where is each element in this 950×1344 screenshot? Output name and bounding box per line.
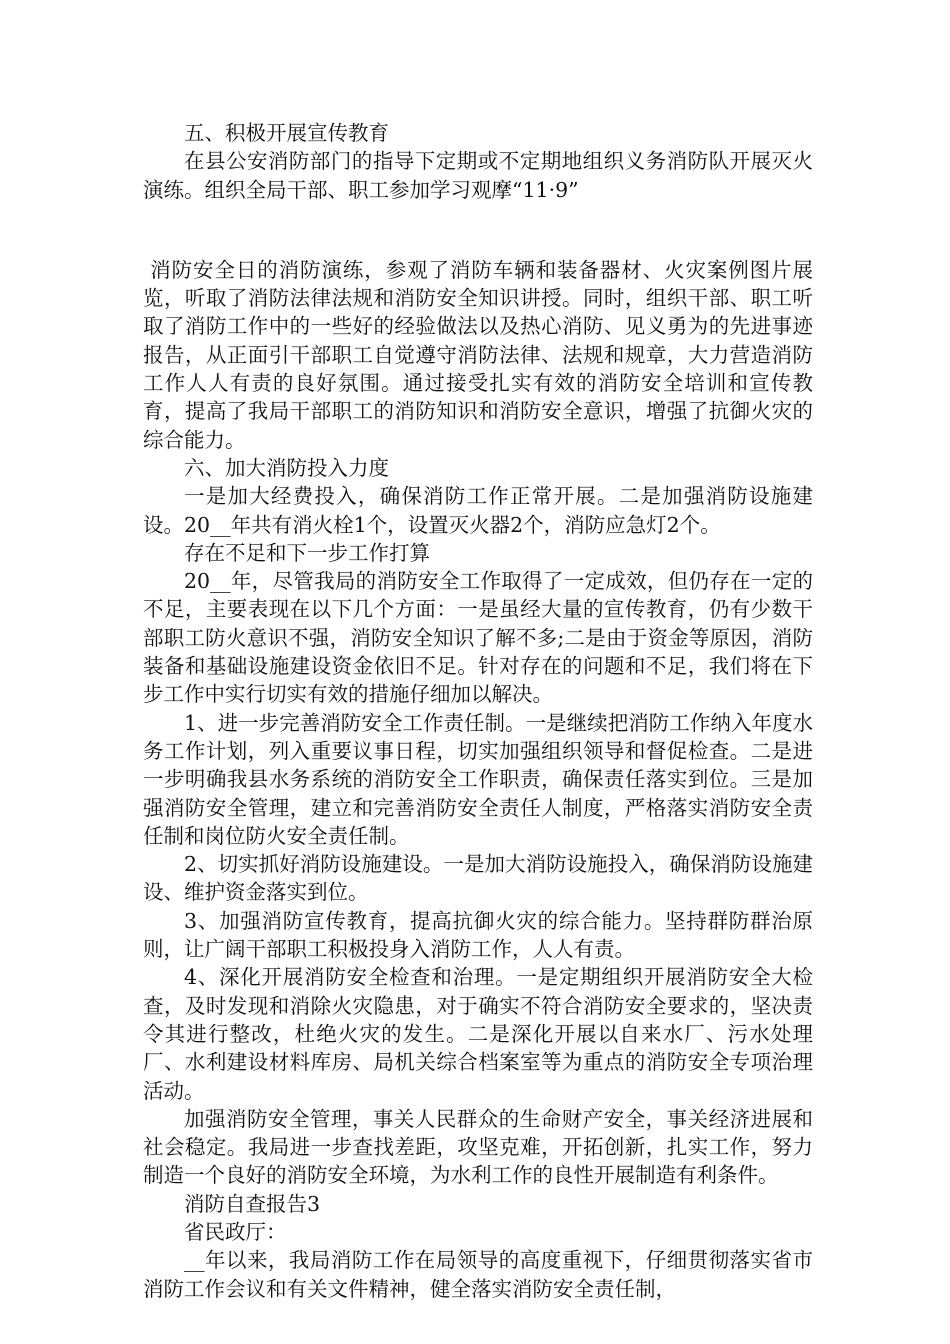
document-body (143, 119, 813, 1303)
report-title: 消防自查报告3 (184, 1191, 321, 1216)
paragraph-conclusion: 加强消防安全管理，事关人民群众的生命财产安全，事关经济进展和社会稳定。我局进一步查找差距，攻坚克难，开拓创新，扎实工作，努力制造一个良好的消防安全环境，为水利工作的良性开展制造有利条件。 (143, 1106, 813, 1188)
paragraph-item-4: 4、深化开展消防安全检查和治理。一是定期组织开展消防安全大检查，及时发现和消除火灾隐患，对于确实不符合消防安全要求的，坚决责令其进行整改，杜绝火灾的发生。二是深化开展以自来水厂、污水处理厂、水利建设材料库房、局机关综合档案室等为重点的消防安全专项治理活动。 (143, 965, 813, 1103)
paragraph-funding: 一是加大经费投入，确保消防工作正常开展。二是加强消防设施建设。20__年共有消火栓1个，设置灭火器2个，消防应急灯2个。 (143, 484, 813, 537)
section-heading-investment: 六、加大消防投入力度 (184, 455, 389, 480)
paragraph-drills: 在县公安消防部门的指导下定期或不定期地组织义务消防队开展灭火演练。组织全局干部、职工参加学习观摩“11·9” (143, 149, 813, 202)
paragraph-safety-day: 消防安全日的消防演练，参观了消防车辆和装备器材、火灾案例图片展览，听取了消防法律法规和消防安全知识讲授。同时，组织干部、职工听取了消防工作中的一些好的经验做法以及热心消防、见义勇为的先进事迹报告，从正面引干部职工自觉遵守消防法律、法规和规章，大力营造消防工作人人有责的良好氛围。通过接受扎实有效的消防安全培训和宣传教育，提高了我局干部职工的消防知识和消防安全意识，增强了抗御火灾的综合能力。 (143, 257, 813, 452)
section-heading-shortcomings: 存在不足和下一步工作打算 (184, 540, 430, 565)
paragraph-shortcomings: 20__年，尽管我局的消防安全工作取得了一定成效，但仍存在一定的不足，主要表现在以下几个方面：一是虽经大量的宣传教育，仍有少数干部职工防火意识不强，消防安全知识了解不多;二是由于资金等原因，消防装备和基础设施建设资金依旧不足。针对存在的问题和不足，我们将在下步工作中实行切实有效的措施仔细加以解决。 (143, 569, 813, 707)
paragraph-item-1: 1、进一步完善消防安全工作责任制。一是继续把消防工作纳入年度水务工作计划，列入重要议事日程，切实加强组织领导和督促检查。二是进一步明确我县水务系统的消防安全工作职责，确保责任落实到位。三是加强消防安全管理，建立和完善消防安全责任人制度，严格落实消防安全责任制和岗位防火安全责任制。 (143, 710, 813, 848)
salutation: 省民政厅： (184, 1219, 287, 1244)
paragraph-item-2: 2、切实抓好消防设施建设。一是加大消防设施投入，确保消防设施建设、维护资金落实到位。 (143, 852, 813, 905)
paragraph-report-intro: __年以来，我局消防工作在局领导的高度重视下，仔细贯彻落实省市消防工作会议和有关文件精神，健全落实消防安全责任制， (143, 1248, 813, 1301)
paragraph-item-3: 3、加强消防宣传教育，提高抗御火灾的综合能力。坚持群防群治原则，让广阔干部职工积极投身入消防工作，人人有责。 (143, 908, 813, 962)
section-heading-publicity: 五、积极开展宣传教育 (184, 121, 389, 145)
